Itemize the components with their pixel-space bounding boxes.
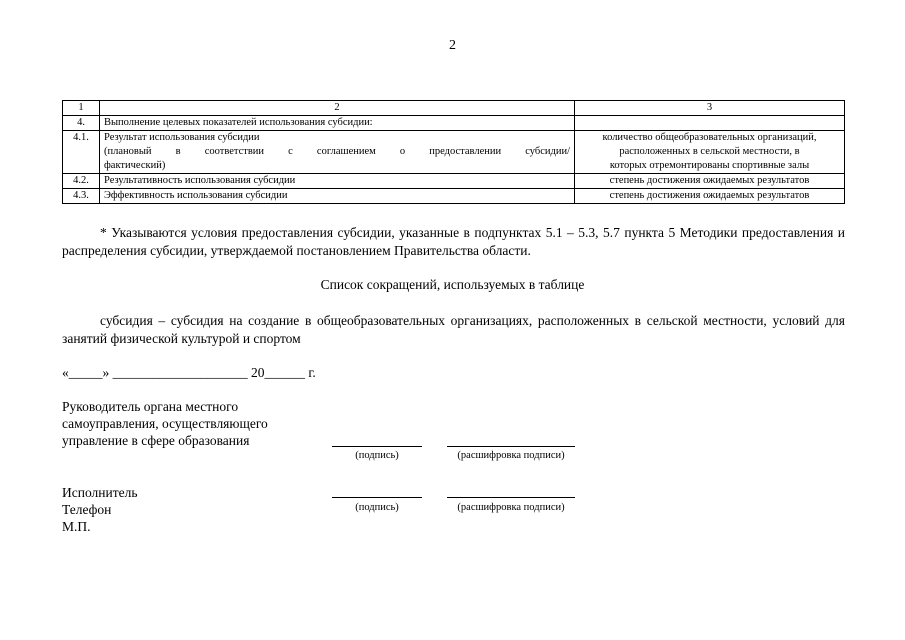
abbreviations-title: Список сокращений, используемых в таблице (320, 277, 585, 292)
table-row (63, 189, 845, 204)
head-title-line: управление в сфере образования (62, 433, 250, 448)
row-value: степень достижения ожидаемых результатов (575, 174, 845, 189)
row-value-line: расположенных в сельской местности, в (619, 146, 800, 157)
footnote: * Указываются условия предоставления субсидии, указанные в подпунктах 5.1 – 5.3, 5.7 пункта 5 Методики предоставления и распределения субсидии, утверждаемой постановлением Правительства области. (62, 225, 845, 258)
date-line: «_____» ____________________ 20______ г. (62, 365, 316, 380)
phone-label: Телефон (62, 502, 112, 517)
row-text: Результативность использования субсидии (100, 174, 575, 189)
signature-caption: (подпись) (355, 450, 399, 461)
row-number: 4. (63, 116, 100, 131)
head-title-line: самоуправления, осуществляющего (62, 416, 268, 431)
decoding-caption: (расшифровка подписи) (457, 502, 565, 513)
row-value (575, 116, 845, 131)
indicators-table (62, 100, 845, 204)
stamp-label: М.П. (62, 519, 91, 534)
head-title-line: Руководитель органа местного (62, 399, 239, 414)
row-number: 4.2. (63, 174, 100, 189)
executor-label: Исполнитель (62, 485, 138, 500)
row-text: Эффективность использования субсидии (100, 189, 575, 204)
decoding-line (447, 497, 575, 498)
row-text (100, 131, 575, 174)
row-number: 4.1. (63, 131, 100, 174)
table-row (63, 116, 845, 131)
table-row (63, 174, 845, 189)
abbreviations-text: субсидия – субсидия на создание в общеобразовательных организациях, расположенных в сельской местности, условий для занятий физической культурой и спортом (62, 313, 845, 346)
row-text-line: Результат использования субсидии (104, 132, 260, 143)
header-cell-2: 2 (100, 101, 575, 116)
signature-line (332, 446, 422, 447)
header-cell-3: 3 (575, 101, 845, 116)
signature-line (332, 497, 422, 498)
table-row (63, 131, 845, 174)
row-text-line: фактический) (104, 160, 166, 171)
decoding-line (447, 446, 575, 447)
row-value-line: количество общеобразовательных организаций, (602, 132, 817, 143)
decoding-caption: (расшифровка подписи) (457, 450, 565, 461)
table-header-row (63, 101, 845, 116)
row-value (575, 131, 845, 174)
signature-caption: (подпись) (355, 502, 399, 513)
row-text-line: (плановый в соответствии с соглашением о предоставлении субсидии/ (104, 146, 570, 157)
row-number: 4.3. (63, 189, 100, 204)
page-number: 2 (449, 38, 456, 53)
row-text: Выполнение целевых показателей использования субсидии: (100, 116, 575, 131)
row-value: степень достижения ожидаемых результатов (575, 189, 845, 204)
header-cell-1: 1 (63, 101, 100, 116)
row-value-line: которых отремонтированы спортивные залы (609, 160, 810, 171)
